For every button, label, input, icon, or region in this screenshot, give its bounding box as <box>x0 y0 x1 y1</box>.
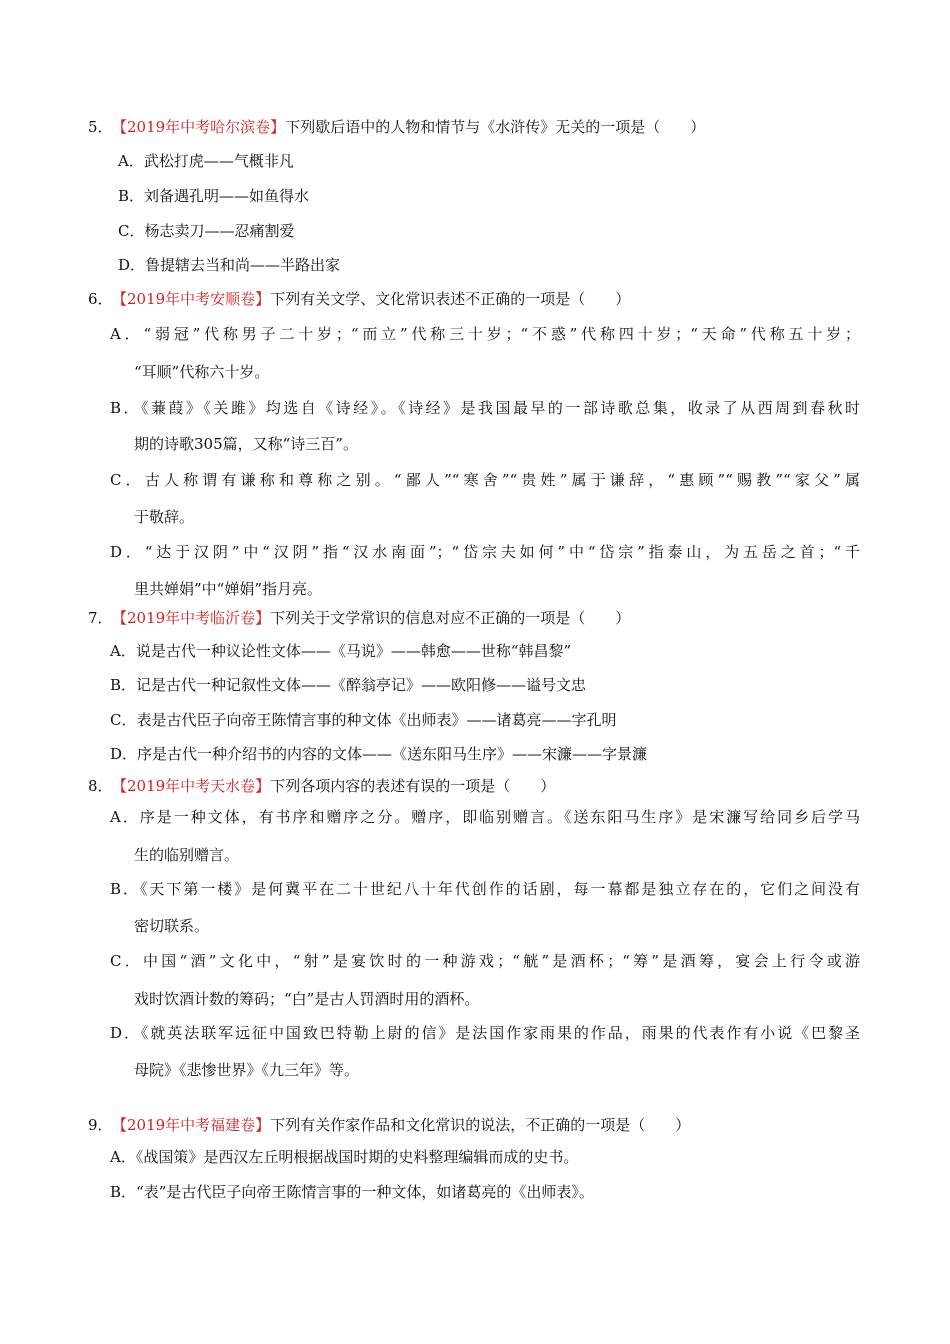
question-number: 8． <box>88 777 113 795</box>
question-5-option-c <box>118 221 295 241</box>
question-6-option-a <box>110 324 860 344</box>
option-text: 鲁提辖去当和尚——半路出家 <box>145 256 341 274</box>
question-7-option-d <box>110 744 647 764</box>
option-label: C． <box>110 711 137 729</box>
option-label: B． <box>110 880 140 898</box>
option-label: A． <box>118 152 144 170</box>
question-5-stem <box>88 117 705 137</box>
option-label: D． <box>110 1024 141 1042</box>
option-text: “弱冠”代称男子二十岁；“而立”代称三十岁；“不惑”代称四十岁；“天命”代称五十岁； <box>143 325 860 343</box>
option-label: B． <box>110 1183 137 1201</box>
option-text: 《蒹葭》《关雎》均选自《诗经》。《诗经》是我国最早的一部诗歌总集，收录了从西周到春秋时 <box>140 399 860 417</box>
question-source: 【2019年中考天水卷】 <box>112 777 271 795</box>
question-source: 【2019年中考福建卷】 <box>112 1116 271 1134</box>
option-label: C． <box>118 222 145 240</box>
question-6-option-d-cont: 里共婵娟”中“婵娟”指月亮。 <box>134 580 323 598</box>
option-text: 表是古代臣子向帝王陈情言事的种文体《出师表》——诸葛亮——字孔明 <box>136 711 617 729</box>
option-label: D． <box>110 543 145 561</box>
option-label: A． <box>110 808 140 826</box>
question-text: 下列关于文学常识的信息对应不正确的一项是（ ） <box>270 609 631 627</box>
question-6-option-b-cont: 期的诗歌305篇，又称“诗三百”。 <box>134 435 358 453</box>
question-8-option-c-cont: 戏时饮酒计数的筹码；“白”是古人罚酒时用的酒杯。 <box>134 990 480 1008</box>
question-7-option-c <box>110 710 617 730</box>
question-6-option-c-cont: 于敬辞。 <box>134 508 195 526</box>
option-label: C． <box>110 471 145 489</box>
question-9-stem <box>88 1115 690 1135</box>
option-text: 中国“酒”文化中，“射”是宴饮时的一种游戏；“觥”是酒杯；“筹”是酒筹，宴会上行令或游 <box>143 952 860 970</box>
question-6-stem <box>88 289 630 309</box>
question-text: 下列有关文学、文化常识表述不正确的一项是（ ） <box>270 290 631 308</box>
option-label: A． <box>110 642 136 660</box>
option-label: B． <box>110 399 141 417</box>
question-6-option-d <box>110 542 860 562</box>
option-text: 古人称谓有谦称和尊称之别。“鄙人”“寒舍”“贵姓”属于谦辞，“惠顾”“赐教”“家父”属 <box>144 471 860 489</box>
question-text: 下列歇后语中的人物和情节与《水浒传》无关的一项是（ ） <box>285 118 706 136</box>
option-text: 《天下第一楼》是何冀平在二十世纪八十年代创作的话剧，每一幕都是独立存在的，它们之间没有 <box>139 880 860 898</box>
option-label: B． <box>110 676 137 694</box>
question-number: 5． <box>88 118 113 136</box>
option-text: 《就英法联军远征中国致巴特勒上尉的信》是法国作家雨果的作品，雨果的代表作有小说《巴黎圣 <box>140 1024 860 1042</box>
option-text: “表”是古代臣子向帝王陈情言事的一种文体，如诸葛亮的《出师表》。 <box>136 1183 594 1201</box>
question-source: 【2019年中考临沂卷】 <box>112 609 271 627</box>
question-6-option-a-cont: “耳顺”代称六十岁。 <box>134 363 270 381</box>
option-text: 武松打虎——气概非凡 <box>143 152 294 170</box>
question-text: 下列各项内容的表述有误的一项是（ ） <box>270 777 556 795</box>
option-text: 刘备遇孔明——如鱼得水 <box>144 187 310 205</box>
option-label: D． <box>118 256 146 274</box>
option-label: D． <box>110 745 138 763</box>
option-label: B． <box>118 187 145 205</box>
question-8-stem <box>88 776 555 796</box>
option-label: C． <box>110 952 144 970</box>
question-7-option-b <box>110 675 586 695</box>
question-9-option-a <box>110 1147 578 1167</box>
question-8-option-c <box>110 951 860 971</box>
question-6-option-b <box>110 398 860 418</box>
option-label: A． <box>110 1148 136 1166</box>
option-text: 说是古代一种议论性文体——《马说》——韩愈——世称“韩昌黎” <box>135 642 572 660</box>
option-label: A． <box>110 325 144 343</box>
question-8-option-d-cont: 母院》《悲惨世界》《九三年》等。 <box>134 1061 360 1079</box>
question-8-option-a <box>110 807 860 827</box>
question-source: 【2019年中考哈尔滨卷】 <box>112 118 286 136</box>
question-8-option-d <box>110 1023 860 1043</box>
option-text: 序是一种文体，有书序和赠序之分。赠序，即临别赠言。《送东阳马生序》是宋濂写给同乡后学马 <box>139 808 860 826</box>
question-9-option-b <box>110 1182 594 1202</box>
question-8-option-a-cont: 生的临别赠言。 <box>134 846 240 864</box>
question-5-option-a <box>118 151 294 171</box>
question-number: 6． <box>88 290 113 308</box>
question-8-option-b <box>110 879 860 899</box>
option-text: 记是古代一种记叙性文体——《醉翁亭记》——欧阳修——谥号文忠 <box>136 676 587 694</box>
question-7-option-a <box>110 641 571 661</box>
question-5-option-b <box>118 186 309 206</box>
question-7-stem <box>88 608 630 628</box>
question-text: 下列有关作家作品和文化常识的说法，不正确的一项是（ ） <box>270 1116 691 1134</box>
question-5-option-d <box>118 255 340 275</box>
question-number: 7． <box>88 609 113 627</box>
question-8-option-b-cont: 密切联系。 <box>134 917 210 935</box>
question-number: 9． <box>88 1116 113 1134</box>
question-6-option-c <box>110 470 860 490</box>
question-source: 【2019年中考安顺卷】 <box>112 290 271 308</box>
option-text: 序是古代一种介绍书的内容的文体——《送东阳马生序》——宋濂——字景濂 <box>137 745 648 763</box>
option-text: 杨志卖刀——忍痛割爱 <box>144 222 295 240</box>
option-text: 《战国策》是西汉左丘明根据战国时期的史料整理编辑而成的史书。 <box>135 1148 579 1166</box>
option-text: “达于汉阴”中“汉阴”指“汉水南面”；“岱宗夫如何”中“岱宗”指泰山，为五岳之首；“千 <box>144 543 860 561</box>
